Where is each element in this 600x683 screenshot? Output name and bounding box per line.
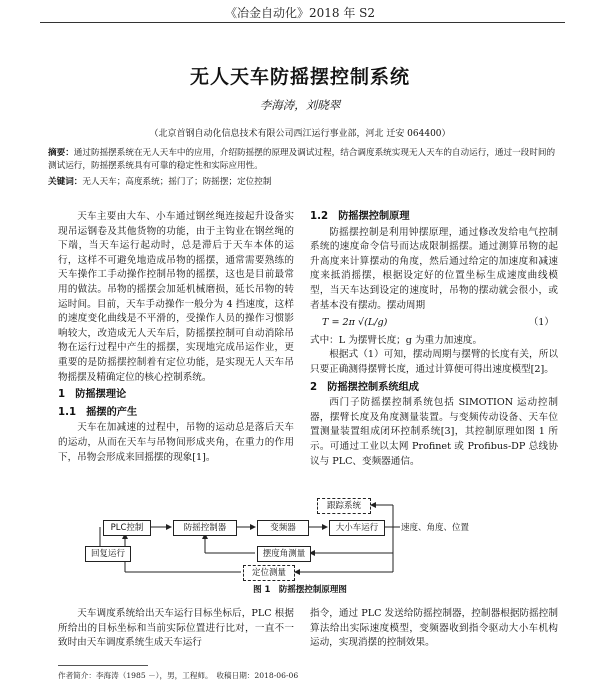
mode-box: 回复运行	[85, 546, 131, 562]
footnote-rule	[58, 665, 148, 666]
footnote: 作者简介：李海涛（1985 －），男，工程师。 收稿日期：2018-06-06	[58, 671, 299, 680]
plc-control-box: PLC控制	[103, 520, 151, 536]
formula-note: 式中：L 为摆臂长度；g 为重力加速度。	[310, 334, 483, 346]
header-rule	[40, 22, 565, 23]
motor-box: 大小车运行	[329, 520, 385, 536]
bottom-left-paragraph: 天车调度系统给出天车运行目标坐标后，PLC 根据所给出的目标坐标和当前实际位置进行比对，一直不一致时由天车调度系统生成天车运行	[58, 608, 294, 649]
keywords-label: 关键词：	[48, 177, 83, 187]
formula	[310, 316, 558, 331]
bottom-right-text	[310, 607, 558, 651]
authors: 李海涛，刘晓翠	[259, 98, 341, 112]
formula-expression: T = 2π √(L/g)	[322, 317, 388, 329]
abstract-text: 通过防摇摆系统在无人天车中的应用，介绍防摇摆的原理及调试过程，结合调度系统实现无人天车的自动运行，通过一段时间的测试运行，防摇摆系统具有可靠的稳定性和实际应用性。	[48, 148, 556, 171]
position-measure-box: 定位测量	[243, 565, 295, 581]
section-2-paragraph: 西门子防摇摆控制系统包括 SIMOTION 运动控制器，摆臂长度及角度测量装置。与变频传动设备、天车位置测量装置组成闭环控制系统[3]，其控制原理如图 1 所示。可通过工业以太网 Profinet 或 Profibus-DP 总线协议与 PLC、变频器通信。	[310, 397, 558, 467]
diagram-connectors	[95, 497, 515, 581]
figure-caption: 图 1 防摇摆控制原理图	[253, 585, 347, 595]
bottom-left-text	[58, 607, 294, 651]
right-column	[310, 210, 558, 469]
section-1-1-heading: 1.1 摇摆的产生	[58, 406, 138, 418]
output-label: 速度、角度、位置	[401, 523, 470, 533]
section-1-2-paragraph-b: 根据式（1）可知，摆动周期与摆臂的长度有关，所以只要正确测得摆臂长度，通过计算便可得出速度模型[2]。	[310, 349, 558, 375]
journal-header: 《冶金自动化》2018 年 S2	[224, 6, 376, 20]
vfd-box: 变频器	[257, 520, 309, 536]
left-column	[58, 210, 294, 465]
abstract-label: 摘要：	[48, 148, 74, 158]
trackcar-box: 跟踪系统	[317, 498, 371, 514]
keywords-text: 无人天车；高度系统；摇门了；防摇摆；定位控制	[82, 177, 272, 187]
affiliation: （北京首钢自动化信息技术有限公司西江运行事业部，河北 迁安 064400）	[149, 129, 451, 139]
abstract	[48, 147, 560, 173]
intro-paragraph: 天车主要由大车、小车通过钢丝绳连接起升设备实现吊运钢卷及其他货物的功能，由于主钩业在钢丝绳的下端，当天车运行起动时，总是滞后于天车本体的运行，这样不可避免地造成吊物的摇摆，通常需要熟练的天车操作工手动操作控制吊物的摇摆，这也是目前最常用的做法。吊物的摇摆会加延机械磨损，延长吊物的转运时间。目前，天车手动操作一般分为 4 挡速度，这样的速度变化曲线是不平滑的，受操作人员的操作习惯影响较大，改造成无人天车后，防摇摆控制可自动消除吊物在运行过程中产生的摇摆，实现地完成吊运作业，更重要的是防摇摆控制着有定位功能，是实现无人天车吊物摇摆及精确定位的核心控制系统。	[58, 211, 294, 383]
bottom-right-paragraph: 指令，通过 PLC 发送给防摇控制器，控制器根据防摇控制算法给出实际速度模型，变频器收到指令驱动大小车机构运动，实现消摆的控制效果。	[310, 608, 558, 649]
antisway-controller-box: 防摇控制器	[173, 520, 237, 536]
angle-measure-box: 摆度角测量	[257, 546, 311, 562]
paper-title: 无人天车防摇摆控制系统	[189, 66, 410, 88]
keywords	[48, 175, 560, 187]
control-diagram	[90, 497, 515, 581]
section-1-heading: 1 防摇摆理论	[58, 389, 127, 401]
formula-number: （1）	[528, 317, 554, 329]
section-1-2-paragraph: 防摇摆控制是利用钟摆原理，通过修改发给电气控制系统的速度命令信号而达成限制摇摆。通过测算吊物的起升高度来计算摆动的角度，然后通过给定的加速度和减速度来抵消摇摆，根据设定好的位置坐标生成速度曲线模型，当天车达到设定的速度时，吊物的摆动就会很小，或者基本没有摆动。摆动周期	[310, 226, 558, 311]
section-1-1-paragraph: 天车在加减速的过程中，吊物的运动总是落后天车的运动，从而在天车与吊物间形成夹角，在重力的作用下，吊物会形成来回摇摆的现象[1]。	[58, 422, 294, 463]
section-1-2-heading: 1.2 防摇摆控制原理	[310, 211, 410, 222]
section-2-heading: 2 防摇摆控制系统组成	[310, 381, 419, 393]
